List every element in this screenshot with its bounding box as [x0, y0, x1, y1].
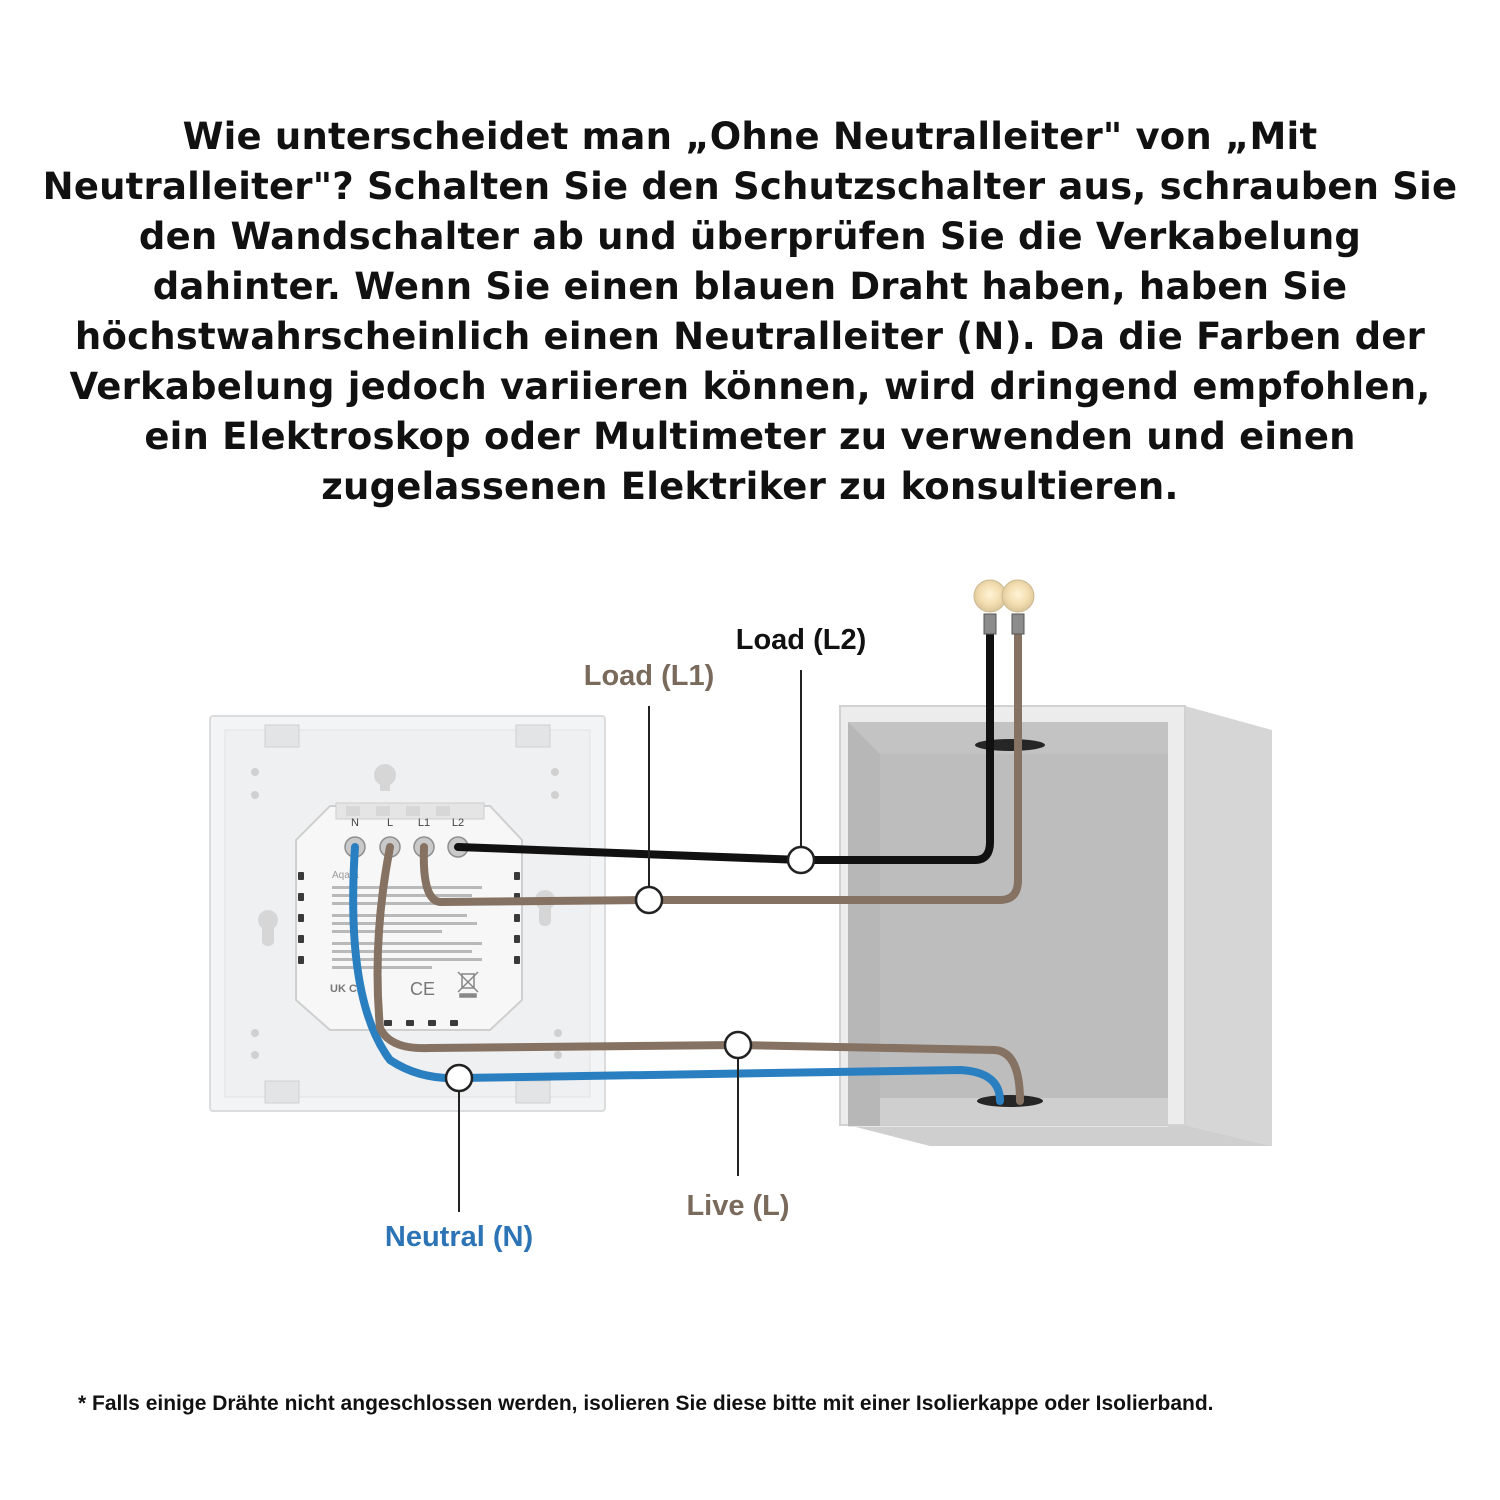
terminal-label-n: N	[351, 817, 359, 829]
junction-box	[840, 706, 1272, 1146]
ukca-mark: UK CA	[330, 983, 365, 995]
load-l2-marker	[788, 847, 814, 873]
load-l1-marker	[636, 887, 662, 913]
load-l1-label: Load (L1)	[583, 660, 715, 692]
footnote: * Falls einige Drähte nicht angeschlossen werden, isolieren Sie diese bitte mit einer Isolierkappe oder Isolierband.	[78, 1392, 1214, 1415]
neutral-marker	[446, 1065, 472, 1091]
live-label: Live (L)	[686, 1190, 790, 1222]
terminal-label-l: L	[386, 817, 394, 829]
terminal-label-l2: L2	[451, 817, 465, 829]
ce-mark: CE	[410, 979, 436, 999]
brand-label: Aqara	[332, 870, 359, 881]
switch-module	[296, 803, 522, 1030]
intro-text: Wie unterscheidet man „Ohne Neutralleiter" von „Mit Neutralleiter"? Schalten Sie den Schutzschalter aus, schrauben Sie den Wandschalter ab und überprüfen Sie die Verkabelung dahinter. Wenn Sie einen blauen Draht haben, haben Sie höchstwahrscheinlich einen Neutralleiter (N). Da die Farben der Verkabelung jedoch variieren können, wird dringend empfohlen, ein Elektroskop oder Multimeter zu verwenden und einen zugelassenen Elektriker zu konsultieren.	[42, 115, 1458, 508]
terminal-label-l1: L1	[417, 817, 431, 829]
live-marker	[725, 1032, 751, 1058]
neutral-label: Neutral (N)	[384, 1221, 534, 1253]
light-bulb-icon	[974, 580, 1034, 634]
load-l2-label: Load (L2)	[735, 624, 867, 656]
